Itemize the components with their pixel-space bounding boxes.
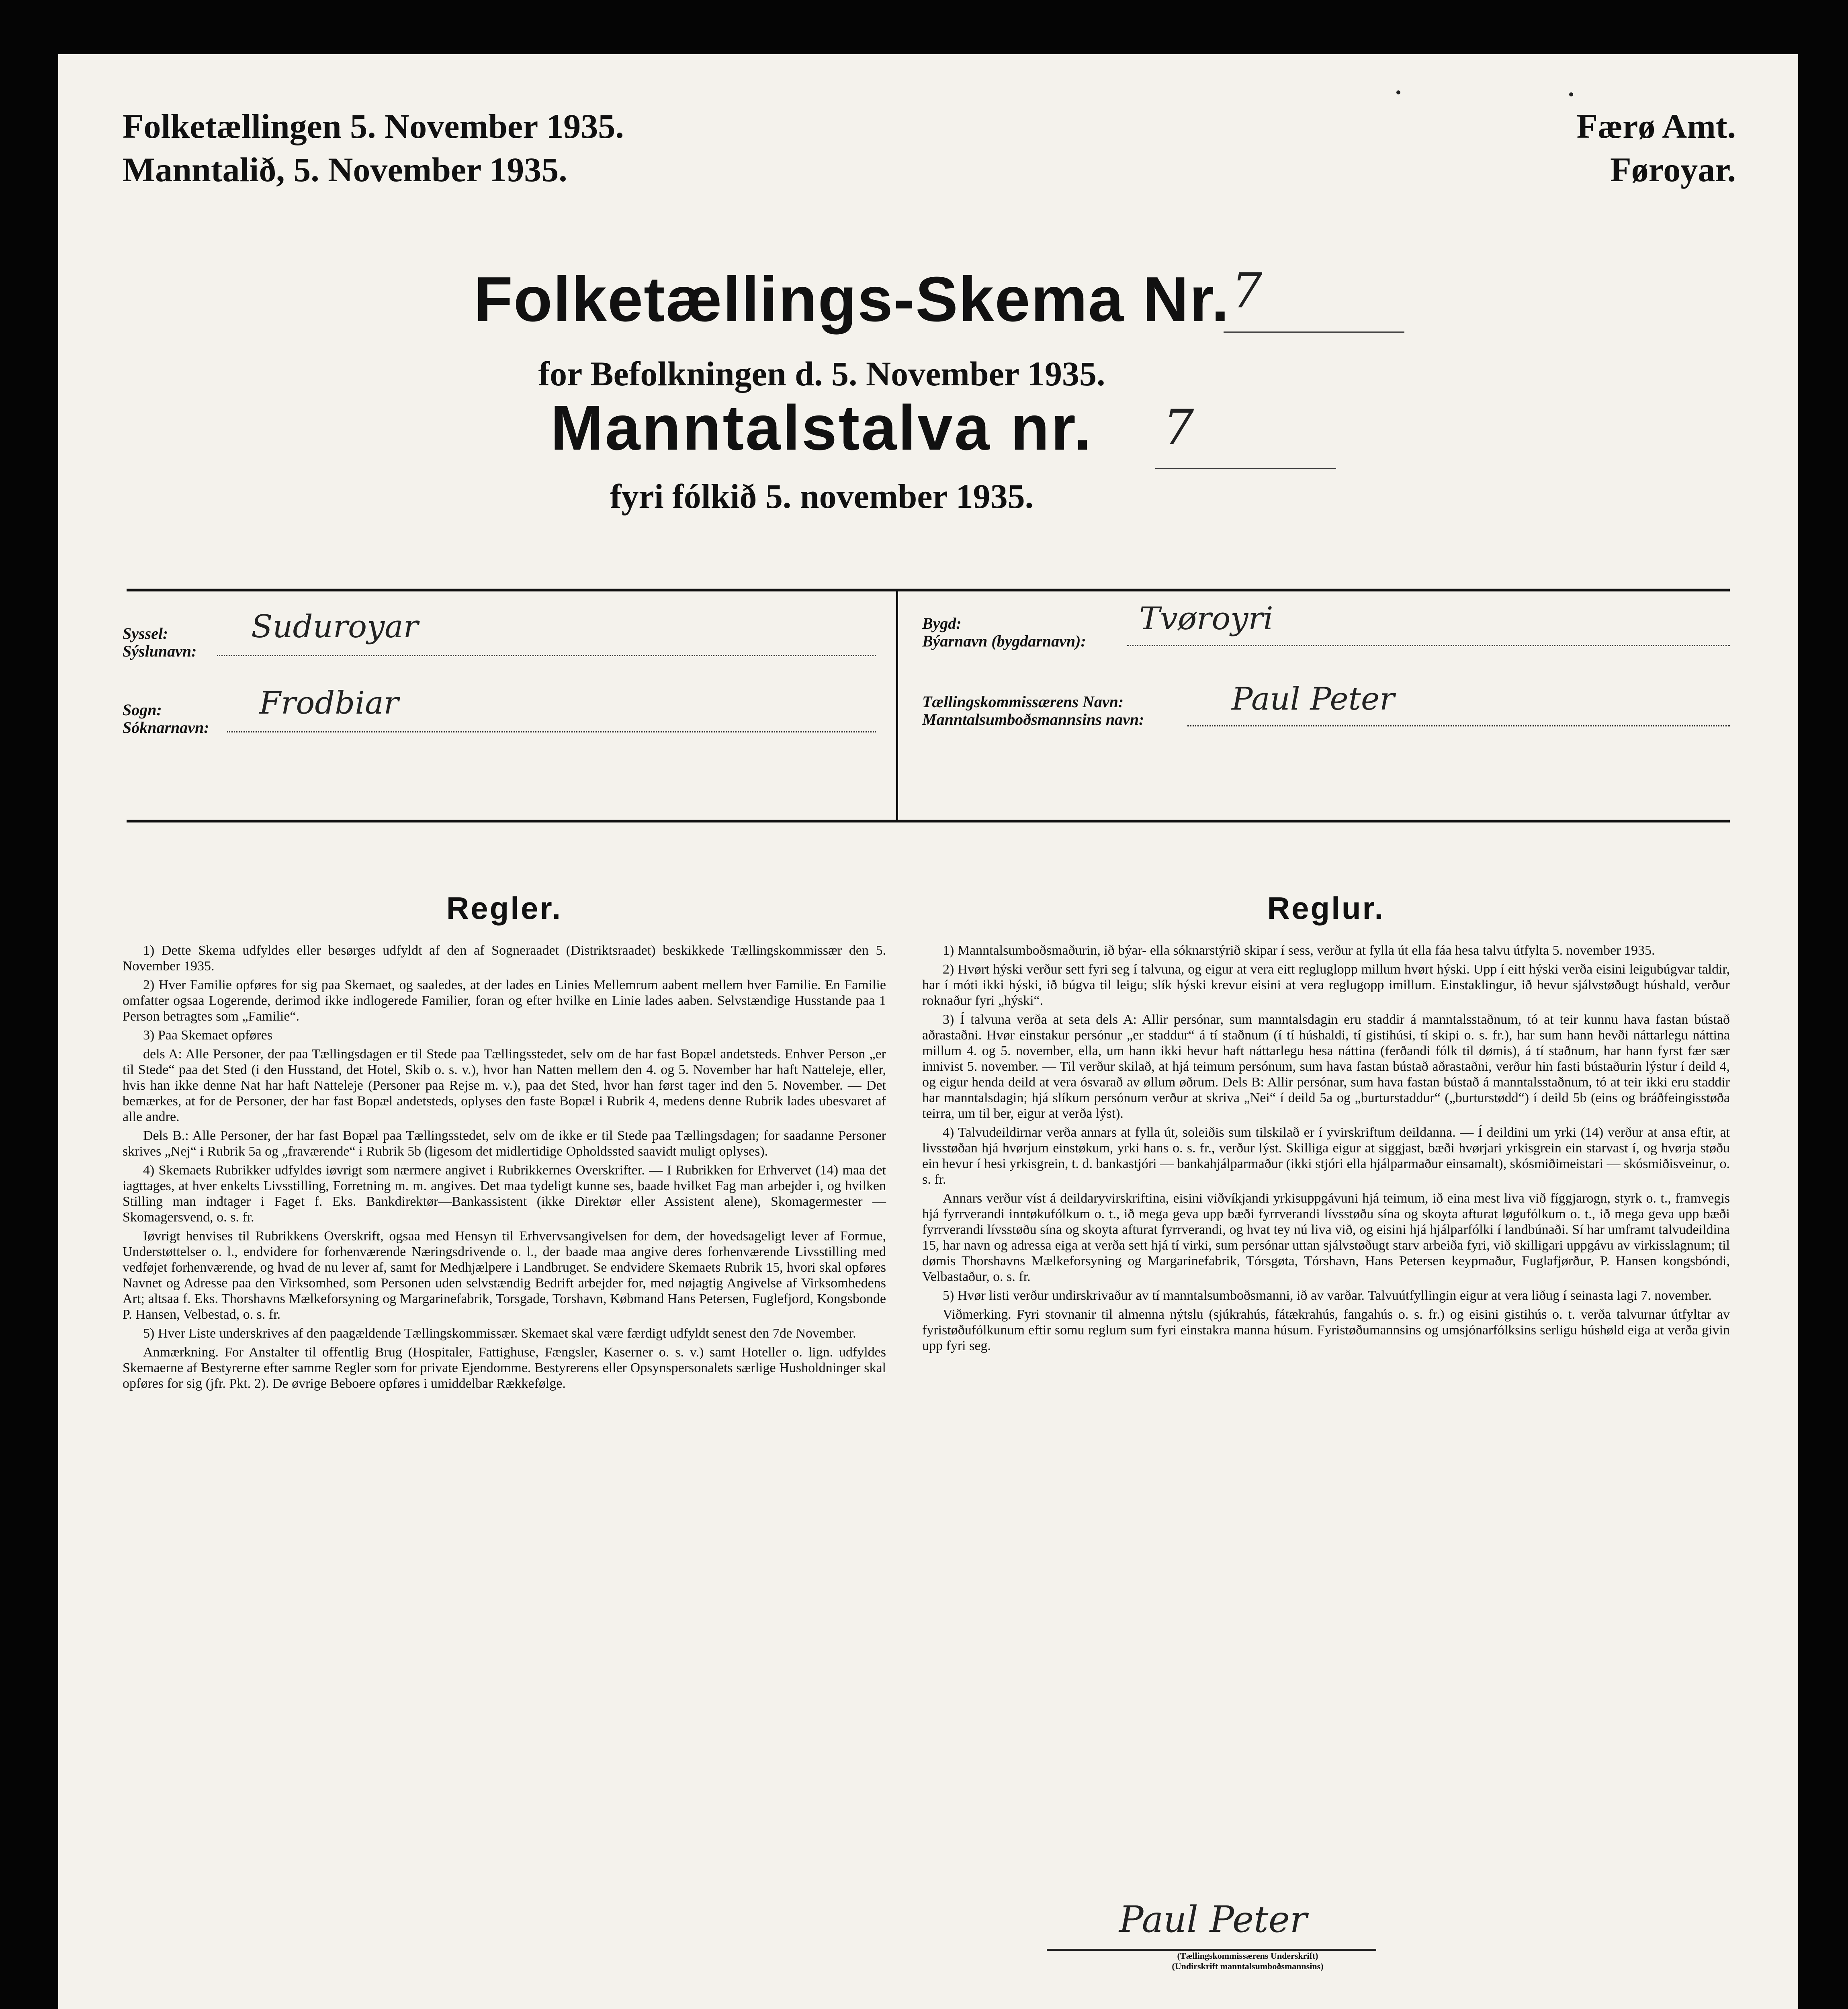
kommissaer-field[interactable]: Paul Peter: [1232, 681, 1395, 717]
signature-caption-da: (Tællingskommissærens Underskrift): [1177, 1951, 1318, 1961]
header-right: [1577, 104, 1736, 191]
subtitle-faroese: fyri fólkið 5. november 1935.: [610, 477, 1034, 516]
signature-caption: [1119, 1951, 1376, 1972]
divider-top: [127, 589, 1730, 591]
sogn-label-fo: Sóknarnavn:: [123, 718, 209, 736]
syssel-field[interactable]: Suduroyar: [251, 609, 418, 645]
header-left: [123, 104, 624, 191]
divider-vertical: [896, 591, 898, 820]
regler-p1: 1) Dette Skema udfyldes eller besørges udfyldt af den af Sogneraadet (Distriktsraadet) beskikkede Tællingskommissær den 5. November 1935.: [123, 943, 886, 974]
census-form-sheet: [58, 54, 1798, 2009]
reglur-p4b: Annars verður víst á deildaryvirskriftina, eisini viðvíkjandi yrkisuppgávuni hjá teimum, ið eina mest liva við fíggjarogn, styrk o. t., framvegis hjá fyrrverandi inntøkufólkum o. t., ið mega geva upp bæði fyrrverandi lívsstøðu sína og skoyta afturat løgufólkum o. t., ið mega geva upp bæði fyrrverandi lívsstøðu sína og skoyta afturat fyrrverandi, og hvat tey nú liva við, og eisini hjá hjálparfólki í landbúnaði. Sí har umframt talvudeildina 15, har navn og adressa eiga at verða sett hjá tí virki, sum persónar uttan sjálvstøðugt starv arbeiða fyri, við skilligari uppgávu av virkisslagnum; til dømis Thorshavns Mælkeforsyning og Margarinefabrik, Tórsgøta, Tórshavn, Hans Petersen keypmaður, Fuglafjørður, P. Hansen kongsbóndi, Velbastaður, o. s. fr.: [922, 1191, 1730, 1284]
regler-p4b: Iøvrigt henvises til Rubrikkens Overskrift, ogsaa med Hensyn til Erhvervsangivelsen for dem, der hovedsageligt lever af Formue, Understøttelser o. l., endvidere for forhenværende Næringsdrivende o. l., der baade maa angive deres forhenværende Livsstilling med vedføjet forhenværende, og hvad de nu lever af, samt for Medhjælpere i Landbruget. Se endvidere Skemaets Rubrik 15, hvori skal opføres Navnet og Adresse paa den Virksomhed, som Personen uden selvstændig Bedrift arbejder for, med nøjagtig Angivelse af Virksomhedens Art; altsaa f. Eks. Thorshavns Mælkeforsyning og Margarinefabrik, Torsgade, Torshavn, Købmand Hans Petersen, Fuglefjord, Kongsbonde P. Hansen, Velbestad, o. s. fr.: [123, 1229, 886, 1322]
number-underline-1: [1224, 331, 1404, 333]
regler-p2: 2) Hver Familie opføres for sig paa Skemaet, og saaledes, at der lades en Linies Mellemrum aabent mellem hver Familie. En Familie omfatter ogsaa Logerende, derimod ikke indlogerede Familier, foran og efter hvilke en Linie lades aaben. Selvstændige Husstande paa 1 Person betragtes som „Familie“.: [123, 978, 886, 1024]
header-left-line1: Folketællingen 5. November 1935.: [123, 107, 624, 145]
reglur-p6: Viðmerking. Fyri stovnanir til almenna nýtslu (sjúkrahús, fátækrahús, fangahús o. s. fr.) og eisini gistihús o. t. verða talvurnar útfyltar av fyristøðufólkunum eftir somu reglum sum fyri einstakra manna húsum. Fyristøðumannsins og umsjónarfólksins serligu húshøld eiga at verða givin upp fyri seg.: [922, 1307, 1730, 1353]
syssel-label-da: Syssel:: [123, 624, 168, 642]
title-faroese: Manntalstalva nr.: [551, 393, 1093, 463]
paper-speck: [1569, 92, 1573, 96]
bygd-label: [922, 615, 1086, 650]
reglur-heading: Reglur.: [1267, 890, 1385, 926]
sogn-field[interactable]: Frodbiar: [259, 685, 399, 721]
reglur-section: [922, 890, 1730, 1357]
bygd-label-fo: Býarnavn (bygdarnavn):: [922, 632, 1086, 650]
sogn-label-da: Sogn:: [123, 701, 162, 719]
sogn-label: [123, 701, 209, 736]
sogn-line: [227, 731, 876, 732]
signature-field[interactable]: Paul Peter: [1119, 1899, 1307, 1941]
number-underline-2: [1155, 468, 1336, 469]
title-faroese-number: 7: [1163, 400, 1194, 456]
signature-caption-fo: (Undirskrift manntalsumboðsmannsins): [1172, 1961, 1324, 1971]
reglur-p5: 5) Hvør listi verður undirskrivaður av tí manntalsumboðsmanni, ið av varðar. Talvuútfyllingin eigur at vera liðug í seinasta lagi 7. november.: [943, 1288, 1712, 1303]
kommissaer-label-da: Tællingskommissærens Navn:: [922, 693, 1124, 711]
bygd-line: [1127, 645, 1730, 646]
paper-speck: [1396, 90, 1400, 94]
title-danish: Folketællings-Skema Nr.: [474, 264, 1230, 335]
regler-section: [123, 890, 886, 1395]
reglur-p2: 2) Hvørt hýski verður sett fyri seg í talvuna, og eigur at vera eitt regluglopp millum hvørt hýski. Upp í eitt hýski verða eisini leigubúgvar taldir, har í móti ikki hýski, ið búgva til leigu; slík hýski krevur eisini at vera reglugopp imillum. Einstaklingur, ið hevur sjálvstøðugt húshald, verður roknaður fyri „hýski“.: [922, 962, 1730, 1008]
regler-text: [123, 943, 886, 1391]
kommissaer-label-fo: Manntalsumboðsmannsins navn:: [922, 710, 1144, 728]
reglur-p1: 1) Manntalsumboðsmaðurin, ið býar- ella sóknarstýrið skipar í sess, verður at fylla út ella fáa hesa talvu útfylta 5. november 1935.: [943, 943, 1655, 958]
syssel-label-fo: Sýslunavn:: [123, 642, 197, 660]
bygd-label-da: Bygd:: [922, 614, 962, 632]
syssel-label: [123, 625, 197, 660]
reglur-p3: 3) Í talvuna verða at seta dels A: Allir persónar, sum manntalsdagin eru staddir á manntalsstaðnum, tó at teir kunnu hava fastan bústað aðrastaðni. Hvør einstakur persónur „er staddur“ á tí staðnum (í tí húshaldi, tí gistihúsi, tí skipi o. s. fr.), har sum hann hevði náttarlegu náttina millum 4. og 5. november, ella, um hann ikki hevur haft náttarlegu hesa náttina (ferðandi fólk til dømis), á tí staðnum, har hann fyrst fær sær innivist 5. november. — Til verður skilað, at hjá teimum persónum, sum hava fastan bústað aðrastaðni, verður hin fasti bústaðurin lýstur í deild 4, og eigur henda deild at vera ósvarað av øllum øðrum. Dels B: Allir persónar, sum hava fastan bústað á manntalsstaðnum, tó at teir ikki eru staddir har manntalsdagin; hjá slíkum persónum verður at skriva „Nei“ í deild 5a og „burturstaddur“ („burturstødd“) í deild 5b (eins og bráðfeingisstøða teirra, um til ber, eigur at verða lýst).: [922, 1012, 1730, 1121]
reglur-text: [922, 943, 1730, 1354]
header-right-line2: Føroyar.: [1610, 150, 1736, 189]
regler-heading: Regler.: [446, 890, 563, 926]
header-left-line2: Manntalið, 5. November 1935.: [123, 150, 567, 189]
header-right-line1: Færø Amt.: [1576, 107, 1736, 145]
divider-bottom: [127, 820, 1730, 822]
regler-p3b: dels A: Alle Personer, der paa Tællingsdagen er til Stede paa Tællingsstedet, selv om de har fast Bopæl andetsteds. Enhver Person „er til Stede“ paa det Sted (i den Husstand, det Hotel, Skib o. s. v.), hvor han Natten mellem den 4. og 5. November har haft Natteleje, eller, hvis han ikke denne Nat har haft Natteleje (Personer paa Rejse m. v.), paa det Sted, hvor han først tager ind den 5. November. — Det bemærkes, at for de Personer, der har fast Bopæl andetsteds, oplyses den faste Bopæl i Rubrik 4, medens denne Rubrik lades ubesvaret af alle andre.: [123, 1047, 886, 1124]
kommissaer-line: [1187, 725, 1730, 726]
kommissaer-label: [922, 693, 1144, 728]
regler-p3c: Dels B.: Alle Personer, der har fast Bopæl paa Tællingsstedet, selv om de ikke er til Stede paa Tællingsdagen; for saadanne Personer skrives „Nej“ i Rubrik 5a og „fraværende“ i Rubrik 5b (ligesom det midlertidige Opholdssted saavidt muligt oplyses).: [123, 1128, 886, 1159]
reglur-p4: 4) Talvudeildirnar verða annars at fylla út, soleiðis sum tilskilað er í yvirskriftum deildanna. — Í deildini um yrki (14) verður at ansa eftir, at livsstøðan hjá hvørjum einstøkum, yrki hans o. s. fr., verður lýst. Skilliga eigur at siggjast, bæði hvørjari yrkisgrein ein starvast í, og hvørja støðu ein hevur í hesi yrkisgrein, t. d. bankastjóri — bankahjálparmaður (ikki stjóri ella hjálparmaður einsamalt), skósmiðimeistari — skósmiðisveinur, o. s. fr.: [922, 1125, 1730, 1187]
regler-p5: 5) Hver Liste underskrives af den paagældende Tællingskommissær. Skemaet skal være færdigt udfyldt senest den 7de November.: [143, 1326, 856, 1341]
regler-p3a: 3) Paa Skemaet opføres: [143, 1028, 272, 1043]
regler-p4: 4) Skemaets Rubrikker udfyldes iøvrigt som nærmere angivet i Rubrikkernes Overskrifter. — I Rubrikken for Erhvervet (14) maa det iagttages, at hver enkelts Livsstilling, Forretning m. m. angives. Det maa tydeligt kunne ses, baade hvilket Fag man arbejder i, og hvilken Stilling man indtager i Faget f. Eks. Bankdirektør—Bankassistent (ikke Direktør eller Assistent alene), Skomagermester — Skomagersvend, o. s. fr.: [123, 1163, 886, 1225]
subtitle-danish: for Befolkningen d. 5. November 1935.: [538, 354, 1105, 393]
syssel-line: [217, 655, 876, 656]
regler-p6: Anmærkning. For Anstalter til offentlig Brug (Hospitaler, Fattighuse, Fængsler, Kaserner o. s. v.) samt Hoteller o. lign. udfyldes Skemaerne af Bestyrerne efter samme Regler som for private Ejendomme. Bestyrerens eller Opsynspersonalets særlige Husholdninger skal opføres for sig (jfr. Pkt. 2). De øvrige Beboere opføres i umiddelbar Rækkefølge.: [123, 1345, 886, 1391]
bygd-field[interactable]: Tvøroyri: [1139, 601, 1273, 637]
title-danish-number: 7: [1232, 263, 1263, 319]
